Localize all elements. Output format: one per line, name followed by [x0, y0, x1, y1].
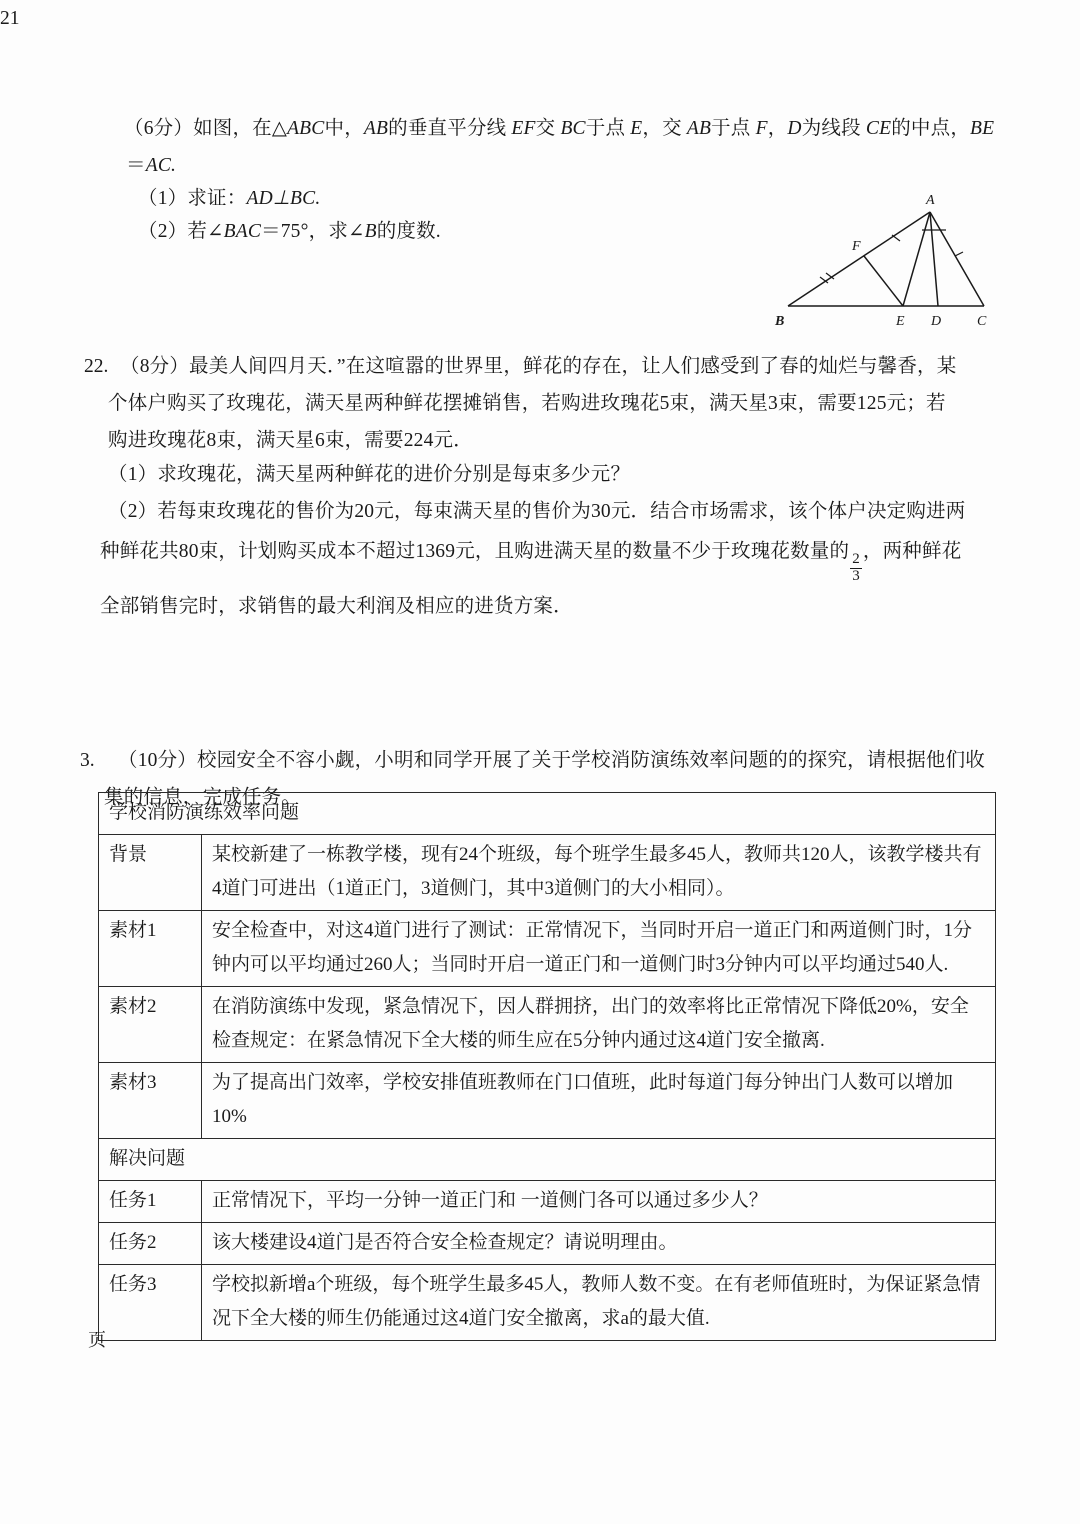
figure-label-F: F — [852, 239, 861, 254]
table-row — [99, 835, 996, 911]
table-row-solve-header — [99, 1139, 996, 1181]
q22-line6-prefix: 种鲜花共80束，计划购买成本不超过1369元，且购进满天星的数量不少于玫瑰花数量的 — [100, 541, 850, 562]
q21-label-e: E — [630, 118, 643, 139]
question-21-part-2 — [138, 213, 441, 250]
table-row — [99, 1063, 996, 1139]
q21-label-bc: BC — [560, 118, 586, 139]
row-label-material-1: 素材1 — [99, 911, 202, 987]
row-body-task-3: 学校拟新增a个班级，每个班学生最多45人，教师人数不变。在有老师值班时，为保证紧急情况下全大楼的师生仍能通过这4道门安全撤离，求a的最大值. — [202, 1265, 996, 1341]
q21-part2-label: （2）若∠ — [138, 221, 224, 242]
question-23-line-1: （10分）校园安全不容小觑，小明和同学开展了关于学校消防演练效率问题的的探究，请根据他们收 — [118, 750, 986, 771]
row-body-material-1: 安全检查中，对这4道门进行了测试：正常情况下，当同时开启一道正门和两道侧门时，1分钟内可以平均通过260人；当同时开启一道正门和一道侧门时3分钟内可以平均通过540人. — [202, 911, 996, 987]
q21-text-i: 为线段 — [801, 118, 866, 139]
question-22-line-3: 购进玫瑰花8束，满天星6束，需要224元． — [108, 430, 473, 451]
q21-text-b: 中， — [324, 118, 364, 139]
table-row — [99, 911, 996, 987]
question-22-line-7: 全部销售完时，求销售的最大利润及相应的进货方案． — [100, 596, 573, 617]
q21-part2-end: 的度数. — [376, 221, 441, 242]
q21-text-e: 于点 — [585, 118, 631, 139]
q21-label-ce: CE — [865, 118, 892, 139]
q21-label-ac: AC. — [145, 155, 177, 176]
q22-line6-suffix: ，两种鲜花 — [862, 541, 962, 562]
q21-part1-expression: AD⊥BC. — [246, 188, 321, 209]
page-footer-text: 页 — [88, 1330, 106, 1350]
question-23-number: 3. — [80, 750, 95, 771]
row-body-background: 某校新建了一栋教学楼，现有24个班级，每个班学生最多45人，教师共120人，该教学楼共有4道门可进出（1道正门，3道侧门，其中3道侧门的大小相同）。 — [202, 835, 996, 911]
table-row — [99, 987, 996, 1063]
solve-problems-header: 解决问题 — [99, 1139, 996, 1181]
figure-label-C: C — [977, 314, 987, 328]
row-body-material-2: 在消防演练中发现，紧急情况下，因人群拥挤，出门的效率将比正常情况下降低20%，安全检查规定：在紧急情况下全大楼的师生应在5分钟内通过这4道门安全撤离. — [202, 987, 996, 1063]
question-22-part-1: （1）求玫瑰花，满天星两种鲜花的进价分别是每束多少元？ — [108, 464, 631, 485]
question-21-line-1 — [124, 110, 1080, 147]
table-row — [99, 1181, 996, 1223]
row-label-task-1: 任务1 — [99, 1181, 202, 1223]
fraction-numerator: 2 — [852, 551, 860, 568]
q21-text-g: 于点 — [711, 118, 756, 139]
row-label-task-2: 任务2 — [99, 1223, 202, 1265]
fire-drill-efficiency-table — [98, 792, 996, 1341]
q21-label-f: F — [755, 118, 768, 139]
question-23-line-2: 集的信息，完成任务。 — [104, 787, 302, 808]
figure-label-E: E — [896, 314, 905, 328]
q21-text-f: ，交 — [642, 118, 687, 139]
q21-label-ab2: AB — [686, 118, 712, 139]
page-footer — [88, 1326, 106, 1352]
triangle-abc-svg — [770, 178, 1000, 328]
figure-label-B: B — [775, 314, 785, 328]
row-body-task-2: 该大楼建设4道门是否符合安全检查规定？请说明理由。 — [202, 1223, 996, 1265]
q21-label-abc: ABC — [287, 118, 325, 139]
q21-equals: ＝ — [126, 155, 146, 176]
row-label-material-2: 素材2 — [99, 987, 202, 1063]
fraction-denominator: 3 — [852, 567, 860, 584]
q21-text-d: 交 — [535, 118, 561, 139]
row-body-task-1: 正常情况下，平均一分钟一道正门和 一道侧门各可以通过多少人？ — [202, 1181, 996, 1223]
q21-part1-label: （1）求证： — [138, 188, 247, 209]
question-21-part-1 — [138, 180, 320, 217]
triangle-abc-figure — [770, 178, 1000, 328]
q21-part2-angle-bac: BAC — [223, 221, 262, 242]
q21-text-h: ， — [767, 118, 788, 139]
question-22-line-6 — [100, 533, 961, 584]
question-22-line-2: 个体户购买了玫瑰花，满天星两种鲜花摆摊销售，若购进玫瑰花5束，满天星3束，需要125元；若 — [108, 393, 946, 414]
q21-label-d: D — [787, 118, 802, 139]
q21-label-ef: EF — [511, 118, 536, 139]
q21-part2-angle-b: B — [364, 221, 377, 242]
q21-label-ab: AB — [363, 118, 389, 139]
question-22-line-1: （8分）最美人间四月天．”在这喧嚣的世界里，鲜花的存在，让人们感受到了春的灿烂与馨香，某 — [120, 356, 957, 377]
q21-text-c: 的垂直平分线 — [388, 118, 512, 139]
q21-label-be: BE — [970, 118, 995, 139]
question-21-line-2 — [126, 147, 176, 184]
row-label-material-3: 素材3 — [99, 1063, 202, 1139]
table-row — [99, 1223, 996, 1265]
q21-part2-mid: ＝75°，求∠ — [261, 221, 365, 242]
figure-label-A: A — [926, 193, 935, 208]
question-21-number: 21 — [0, 8, 20, 29]
row-label-task-3: 任务3 — [99, 1265, 202, 1341]
question-22-part-2: （2）若每束玫瑰花的售价为20元，每束满天星的售价为30元．结合市场需求，该个体户决定购进两 — [108, 501, 966, 522]
question-22-number: 22. — [84, 356, 109, 377]
table-row-title — [99, 793, 996, 835]
q21-score: （6分） — [124, 118, 194, 139]
row-body-material-3: 为了提高出门效率，学校安排值班教师在门口值班，此时每道门每分钟出门人数可以增加10% — [202, 1063, 996, 1139]
table-title-cell: 学校消防演练效率问题 — [99, 793, 996, 835]
figure-label-D: D — [931, 314, 942, 328]
row-label-background: 背景 — [99, 835, 202, 911]
q21-text-j: 的中点， — [891, 118, 971, 139]
fraction-two-thirds — [850, 552, 862, 584]
table-row — [99, 1265, 996, 1341]
q21-text-a: 如图，在△ — [193, 118, 288, 139]
